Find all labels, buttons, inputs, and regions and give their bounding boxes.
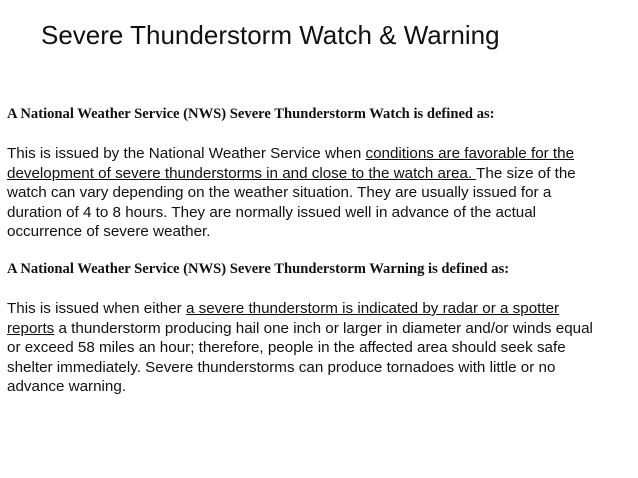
watch-underlined-phrase: conditions are favorable for the [365,145,575,162]
watch-line-5: occurrence of severe weather. [7,223,211,241]
warning-underlined-phrase: a severe thunderstorm is indicated by radar or a spotter [185,300,560,317]
slide-title: Severe Thunderstorm Watch & Warning [41,20,500,50]
watch-definition [7,144,627,242]
warning-line-3: or exceed 58 miles an hour; therefore, people in the affected area should seek safe [7,339,566,357]
warning-line-4: shelter immediately. Severe thunderstorms can produce tornadoes with little or no [7,358,556,376]
warning-underlined-phrase: reports [7,319,55,337]
watch-line-1: This is issued by the National Weather Service when conditions are favorable for the [7,145,575,162]
warning-line-1: This is issued when either a severe thunderstorm is indicated by radar or a spotter [7,300,560,317]
watch-line-4: duration of 4 to 8 hours. They are normally issued well in advance of the actual [7,203,537,221]
watch-heading: A National Weather Service (NWS) Severe Thunderstorm Watch is defined as: [7,106,495,122]
warning-line-2: reports a thunderstorm producing hail one inch or larger in diameter and/or winds equal [7,319,593,337]
warning-line-5: advance warning. [7,378,127,396]
warning-definition [7,299,627,397]
watch-underlined-phrase: development of severe thunderstorms in and close to the watch area. [7,164,477,182]
warning-heading: A National Weather Service (NWS) Severe Thunderstorm Warning is defined as: [7,261,510,277]
watch-line-2: development of severe thunderstorms in and close to the watch area. The size of the [7,164,576,182]
watch-line-3: watch can vary depending on the weather situation. They are usually issued for a [7,184,552,202]
